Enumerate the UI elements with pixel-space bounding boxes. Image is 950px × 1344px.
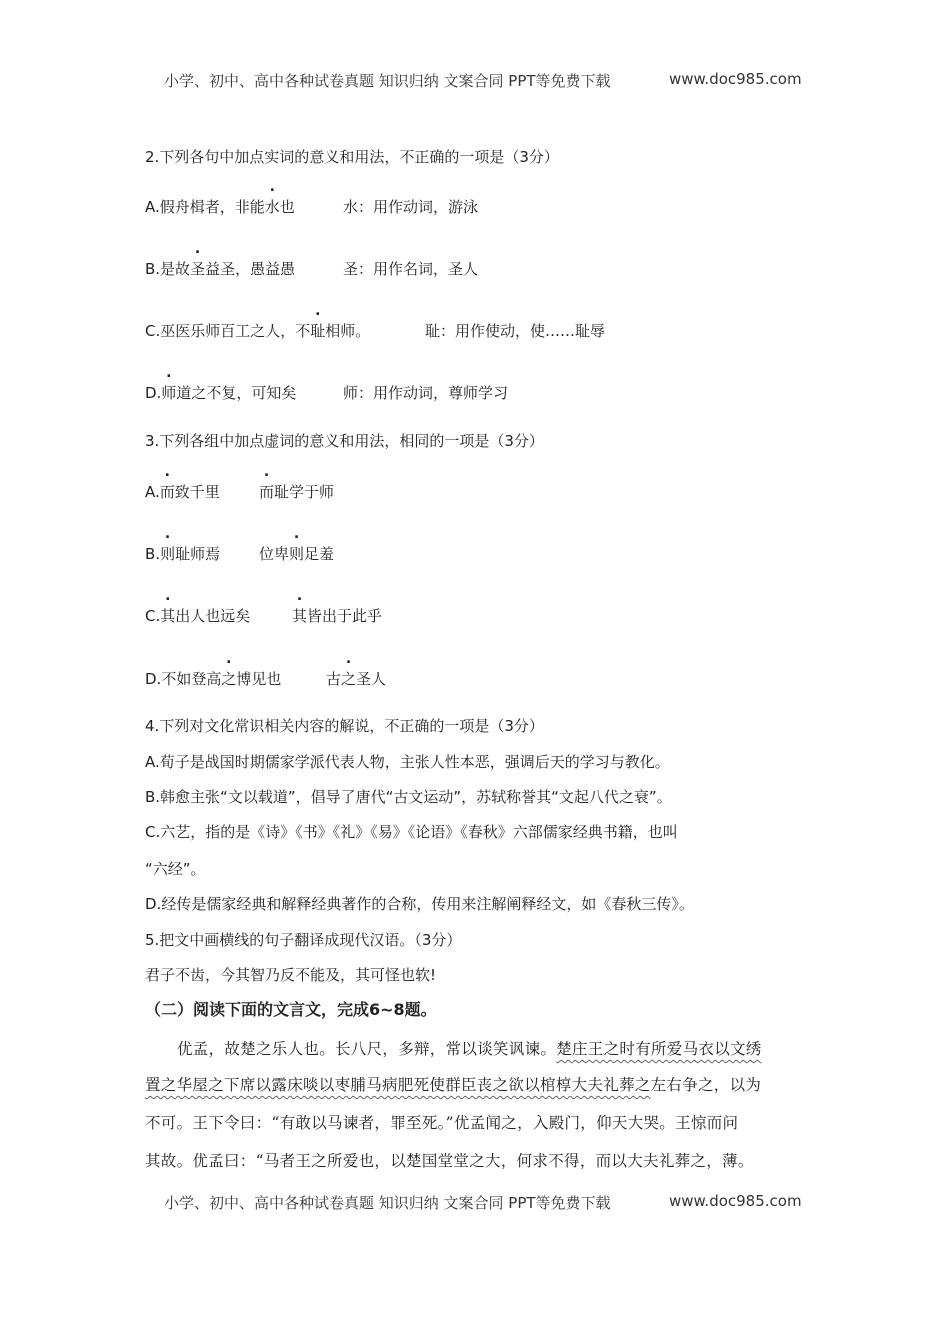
header-text: 小学、初中、高中各种试卷真题 知识归纳 文案合同 PPT等免费下载 [164, 72, 611, 90]
q3-d-second: 古之圣人 [326, 670, 387, 688]
underlined-sentence: 楚庄王之时有所爱马衣以文绣 [556, 1040, 762, 1058]
passage-line-2: 置之华屋之下席以露床啖以枣脯马病肥死使群臣丧之欲以棺椁大夫礼葬之左右争之，以为 [145, 1076, 762, 1094]
q3-stem: 3.下列各组中加点虚词的意义和用法，相同的一项是（3分） [145, 432, 544, 450]
q2-option-b: B.是故圣益圣，愚益愚 [145, 260, 296, 278]
header-url[interactable]: www.doc985.com [669, 70, 802, 88]
passage-line-3: 不可。王下令曰：“有敢以马谏者，罪至死。”优孟闻之，入殿门，仰天大哭。王惊而问 [145, 1114, 739, 1132]
q3-option-b: B.则耻师焉 [145, 545, 221, 563]
q4-option-a: A.荀子是战国时期儒家学派代表人物，主张人性本恶，强调后天的学习与教化。 [145, 753, 670, 771]
q2-c-note: 耻：用作使动，使……耻辱 [425, 322, 606, 340]
q2-option-d: D.师道之不复，可知矣 [145, 384, 297, 402]
q2-option-a: A.假舟楫者，非能水也 [145, 198, 295, 216]
q4-option-d: D.经传是儒家经典和解释经典著作的合称，传用来注解阐释经文，如《春秋三传》。 [145, 895, 694, 913]
footer-text: 小学、初中、高中各种试卷真题 知识归纳 文案合同 PPT等免费下载 [164, 1194, 611, 1212]
q2-stem: 2.下列各句中加点实词的意义和用法，不正确的一项是（3分） [145, 148, 559, 166]
q5-stem: 5.把文中画横线的句子翻译成现代汉语。（3分） [145, 931, 462, 949]
q2-a-note: 水：用作动词，游泳 [343, 198, 479, 216]
q4-option-b: B.韩愈主张“文以载道”，倡导了唐代“古文运动”，苏轼称誉其“文起八代之衰”。 [145, 788, 672, 806]
q3-option-a: A.而致千里 [145, 483, 220, 501]
section-title: （二）阅读下面的文言文，完成6~8题。 [145, 1000, 437, 1019]
q3-option-d: D.不如登高之博见也 [145, 670, 282, 688]
q2-b-note: 圣：用作名词，圣人 [343, 260, 479, 278]
q3-a-second: 而耻学于师 [259, 483, 335, 501]
q2-d-note: 师：用作动词，尊师学习 [343, 384, 509, 402]
passage-line-4: 其故。优孟曰：“马者王之所爱也，以楚国堂堂之大，何求不得，而以大夫礼葬之，薄。 [145, 1152, 754, 1170]
page-footer [164, 1192, 611, 1213]
q4-option-c: C.六艺，指的是《诗》《书》《礼》《易》《论语》《春秋》六部儒家经典书籍，也叫 [145, 823, 678, 841]
q2-option-c: C.巫医乐师百工之人，不耻相师。 [145, 322, 371, 340]
footer-url[interactable]: www.doc985.com [669, 1192, 802, 1210]
q5-sentence: 君子不齿，今其智乃反不能及，其可怪也软! [145, 966, 437, 984]
q4-stem: 4.下列对文化常识相关内容的解说，不正确的一项是（3分） [145, 717, 544, 735]
page-header [164, 70, 611, 91]
q4-option-c-cont: “六经”。 [145, 860, 206, 878]
q3-c-second: 其皆出于此乎 [292, 607, 383, 625]
q3-option-c: C.其出人也远矣 [145, 607, 251, 625]
passage-line-1: 优孟，故楚之乐人也。长八尺，多辩，常以谈笑讽谏。楚庄王之时有所爱马衣以文绣 [177, 1040, 762, 1058]
underlined-sentence-cont: 置之华屋之下席以露床啖以枣脯马病肥死使群臣丧之欲以棺椁大夫礼葬之 [145, 1076, 651, 1094]
q3-b-second: 位卑则足羞 [259, 545, 335, 563]
